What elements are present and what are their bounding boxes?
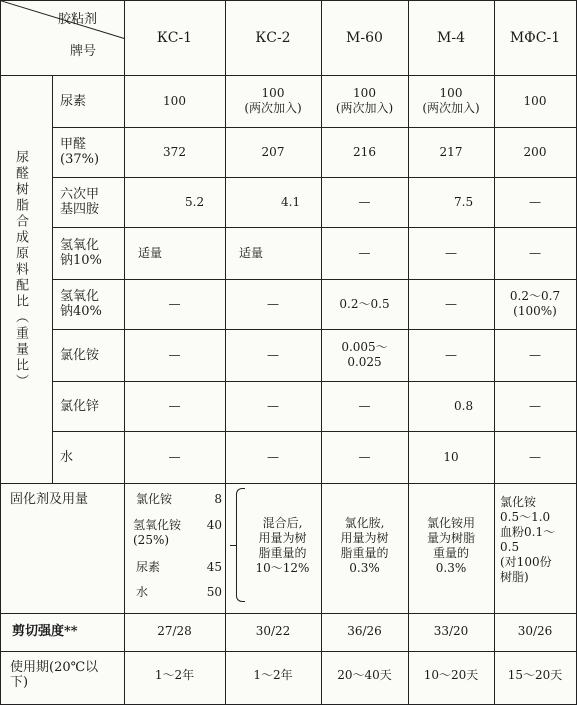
usage-label: 使用期(20℃以 下) — [10, 660, 99, 690]
table-cell: — — [358, 245, 371, 260]
shear-cell: 33/20 — [433, 624, 469, 638]
table-cell: — — [358, 194, 371, 209]
rule-left — [0, 0, 1, 705]
column-header: M-4 — [437, 30, 465, 46]
group-label: 尿醛树脂合成原料配比（重量比） — [13, 150, 28, 390]
table-cell: — — [168, 449, 181, 464]
table-cell: 10 — [443, 449, 459, 464]
row-label: 尿素 — [60, 93, 87, 109]
usage-cell: 20～40天 — [337, 668, 392, 682]
table-cell: — — [168, 296, 181, 311]
rule-row — [52, 127, 577, 128]
rule-top — [0, 0, 577, 1]
table-cell: — — [529, 194, 541, 209]
row-label: 六次甲 基四胺 — [60, 187, 100, 217]
table-cell: 200 — [523, 144, 547, 159]
column-header: МФС-1 — [509, 30, 561, 46]
rule-row — [52, 381, 577, 382]
rule-row — [52, 227, 577, 228]
table-cell: — — [445, 296, 457, 311]
table-cell: 适量 — [239, 245, 264, 260]
shear-label: 剪切强度** — [12, 624, 78, 639]
shear-cell: 30/22 — [255, 624, 291, 638]
curing-item-value: 8 — [214, 492, 222, 506]
shear-cell: 36/26 — [347, 624, 382, 638]
table-cell: 100 — [163, 93, 186, 108]
table-cell: 216 — [353, 144, 376, 159]
column-header: КС-2 — [255, 30, 291, 46]
table-cell: — — [267, 296, 279, 311]
row-label: 氢氧化 钠40% — [60, 289, 102, 319]
table-cell: — — [445, 245, 457, 260]
curing-item-name: 氢氧化铵 (25%) — [133, 518, 182, 547]
table-cell: — — [529, 398, 541, 413]
rule-group-bottom — [0, 483, 577, 484]
rule-row — [52, 329, 577, 330]
usage-cell: 15～20天 — [507, 668, 563, 682]
curing-item-value: 40 — [206, 518, 222, 532]
rule-row — [52, 177, 577, 178]
table-cell: 217 — [439, 144, 463, 159]
rule-group-divider — [52, 75, 53, 483]
table-cell: 100 (两次加入) — [244, 86, 302, 115]
table-cell: 5.2 — [185, 194, 205, 209]
curing-label: 固化剂及用量 — [10, 492, 89, 507]
column-header: КС-1 — [156, 30, 193, 46]
rule-shear-bottom — [0, 651, 577, 652]
usage-cell: 10～20天 — [423, 668, 479, 682]
shear-cell: 27/28 — [157, 624, 192, 638]
table-cell: — — [529, 449, 541, 464]
table-cell: — — [529, 347, 541, 362]
table-cell: — — [267, 449, 279, 464]
curing-ks2: 混合后, 用量为树 脂重量的 10～12% — [255, 516, 310, 575]
table-cell: — — [267, 347, 279, 362]
shear-cell: 30/26 — [517, 624, 553, 638]
table-cell: 7.5 — [454, 194, 474, 209]
table-cell: — — [168, 347, 181, 362]
curing-m60: 氯化胺, 用量为树 脂重量的 0.3% — [340, 516, 389, 575]
rule-row — [52, 431, 577, 432]
table-cell: 207 — [261, 144, 285, 159]
table-cell: 0.8 — [454, 398, 474, 413]
column-header: M-60 — [346, 30, 383, 46]
curing-m4: 氯化铵用 量为树脂 重量的 0.3% — [426, 516, 475, 575]
table-cell: 适量 — [138, 245, 163, 260]
table-cell: 0.005～ 0.025 — [341, 340, 388, 369]
row-label: 氯化铵 — [60, 347, 100, 363]
table-cell: 372 — [163, 144, 186, 159]
rule-row — [52, 279, 577, 280]
curing-item-value: 45 — [206, 560, 222, 574]
curing-mfs1: 氯化铵 0.5～1.0 血粉0.1～ 0.5 (对100份 树脂) — [500, 495, 556, 584]
table-cell: — — [529, 245, 541, 260]
usage-cell: 1～2年 — [253, 668, 293, 682]
corner-label-bottom: 牌号 — [70, 44, 97, 59]
usage-cell: 1～2年 — [154, 668, 195, 682]
row-label: 水 — [60, 449, 74, 465]
table-cell: 100 — [523, 93, 547, 108]
row-label: 氢氧化 钠10% — [60, 238, 102, 268]
table-cell: 0.2～0.5 — [339, 296, 390, 311]
rule-curing-bottom — [0, 613, 577, 614]
table-cell: — — [358, 398, 371, 413]
curing-item-name: 水 — [136, 585, 149, 599]
curing-item-value: 50 — [206, 585, 222, 599]
corner-label-top: 胶粘剂 — [58, 12, 98, 27]
row-label: 氯化锌 — [60, 398, 100, 414]
row-label: 甲醛 (37%) — [60, 137, 100, 167]
table-cell: 100 (两次加入) — [335, 86, 394, 115]
table-cell: — — [267, 398, 279, 413]
table-cell: 4.1 — [281, 194, 301, 209]
table-cell: — — [168, 398, 181, 413]
table-cell: — — [445, 347, 457, 362]
curing-item-name: 尿素 — [136, 560, 161, 574]
table-cell: — — [358, 449, 371, 464]
rule-header-bottom — [0, 75, 577, 76]
table-cell: 0.2～0.7 (100%) — [509, 289, 561, 318]
curing-item-name: 氯化铵 — [136, 492, 173, 506]
table-cell: 100 (两次加入) — [422, 86, 480, 115]
